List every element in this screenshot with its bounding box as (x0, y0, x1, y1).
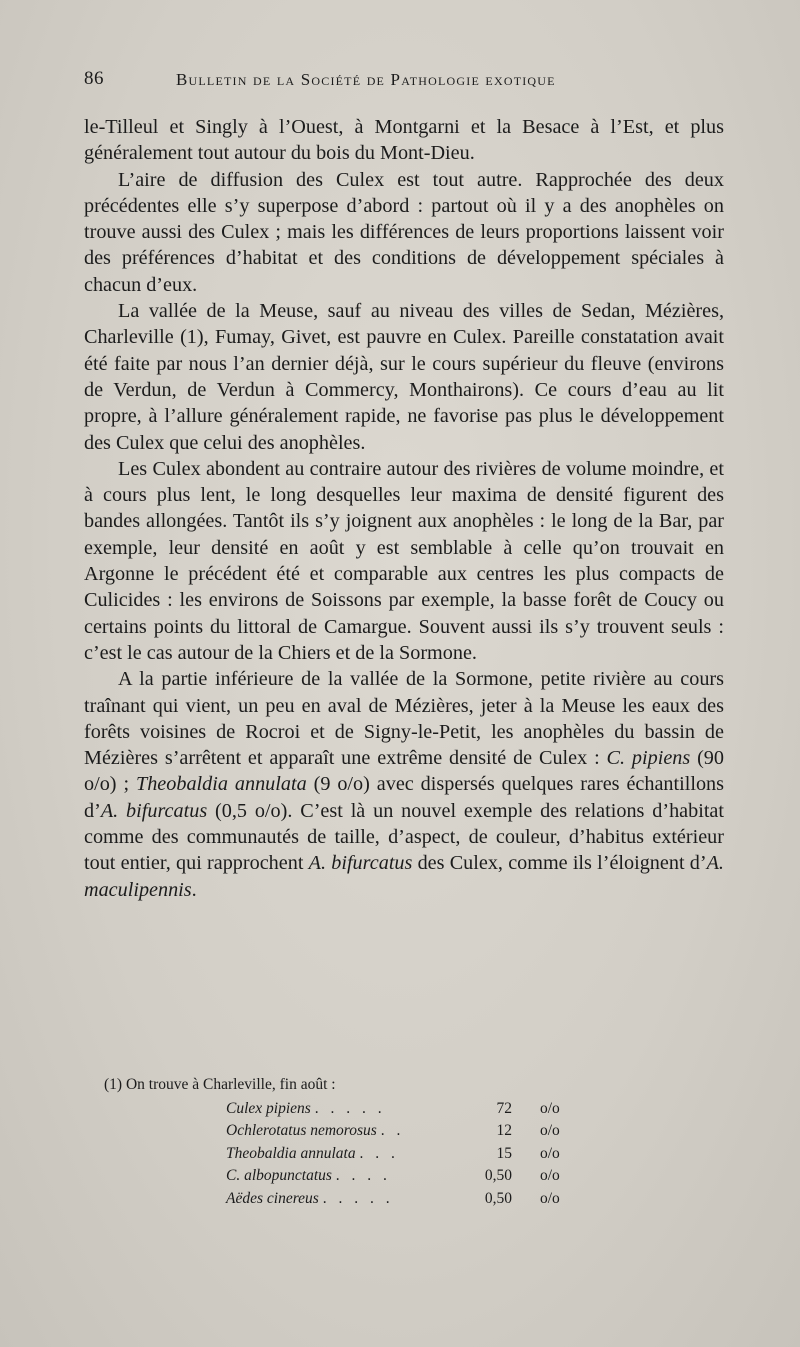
unit-cell: o/o (540, 1189, 560, 1207)
species-cell (104, 1188, 466, 1211)
page-number: 86 (84, 68, 104, 89)
table-row (104, 1188, 580, 1211)
value-cell: 72 (496, 1099, 512, 1117)
table-row (104, 1143, 580, 1166)
running-title: Bulletin de la Société de Pathologie exotique (176, 70, 556, 89)
leader-dots: . . . . . (322, 1189, 394, 1207)
paragraph-2: L’aire de diffusion des Culex est tout autre. Rapprochée des deux précédentes elle s’y superpose d’abord : partout où il y a des anophèles on trouve aussi des Culex ; mais les différences de leurs proportions laissent voir des préférences d’habitat et des conditions de développement spéciales à chacun d’eux. (84, 168, 724, 296)
species-label: Ochlerotatus nemorosus (226, 1122, 377, 1139)
species-name: Theobaldia annulata (135, 773, 307, 796)
paragraph-5-text: . (191, 878, 197, 901)
species-cell (104, 1143, 466, 1166)
paragraph-5-text: (90 o/o) ; (84, 747, 724, 796)
unit-cell: o/o (540, 1167, 560, 1184)
footnote-intro: (1) On trouve à Charleville, fin août : (104, 1076, 336, 1093)
species-cell (104, 1165, 466, 1188)
species-name: A. bifurcatus (308, 852, 413, 875)
value-cell: 12 (496, 1122, 512, 1139)
value-cell: 0,50 (484, 1167, 512, 1184)
paragraph-4: Les Culex abondent au contraire autour des rivières de volume moindre, et à cours plus lent, le long desquelles leur maxima de densité figurent des bandes allongées. Tantôt ils s’y joignent aux anophèles : le long de la Bar, par exemple, leur densité en août y est semblable à celle qu’on trouvait en Argonne le précédent été et comparable aux centres les plus compacts de Culicides : les environs de Soissons par exemple, la basse forêt de Coucy ou certains points du littoral de Camargue. Souvent aussi ils s’y trouvent seuls : c’est le cas autour de la Chiers et de la Sormone. (84, 457, 724, 664)
table-row (104, 1098, 580, 1121)
species-name: A. maculipennis (84, 852, 724, 901)
species-label: Aëdes cinereus (226, 1189, 319, 1207)
species-cell (104, 1098, 466, 1121)
species-label: Theobaldia annulata (226, 1144, 356, 1162)
unit-cell: o/o (540, 1122, 560, 1139)
species-name: C. pipiens (606, 747, 691, 770)
leader-dots: . . . . (335, 1167, 391, 1184)
species-label: C. albopunctatus (226, 1167, 332, 1184)
leader-dots: . . . (359, 1144, 399, 1162)
table-row (104, 1120, 580, 1143)
value-cell: 15 (496, 1144, 512, 1162)
paragraph-5-text: A la partie inférieure de la vallée de la Sormone, petite rivière au cours traînant qui vient, un peu en aval de Mézières, jeter à la Meuse les eaux des forêts voisines de Rocroi et de Signy-le-Petit, les anophèles du bassin de Mézières s’arrêtent et apparaît une extrême densité de Culex : (84, 668, 724, 770)
unit-cell: o/o (540, 1144, 560, 1162)
unit-cell: o/o (540, 1099, 560, 1117)
footnote (104, 1074, 724, 1210)
species-cell (104, 1120, 466, 1143)
species-label: Culex pipiens (226, 1099, 311, 1117)
leader-dots: . . . . . (314, 1099, 386, 1117)
paragraph-5 (84, 666, 724, 903)
species-table (104, 1098, 580, 1211)
paragraph-1: le-Tilleul et Singly à l’Ouest, à Montgarni et la Besace à l’Est, et plus généralement tout autour du bois du Mont-Dieu. (84, 116, 724, 165)
leader-dots: . . (380, 1122, 405, 1139)
paragraph-5-text: des Culex, comme ils l’éloignent d’ (412, 852, 707, 875)
table-row (104, 1165, 580, 1188)
paragraph-5-text: (9 o/o) avec dispersés quelques rares échantillons d’ (84, 773, 724, 822)
value-cell: 0,50 (484, 1189, 512, 1207)
paragraph-3: La vallée de la Meuse, sauf au niveau des villes de Sedan, Mézières, Charleville (1), Fumay, Givet, est pauvre en Culex. Pareille constatation avait été faite par nous l’an dernier déjà, sur le cours supérieur du fleuve (environs de Verdun, de Verdun à Commercy, Monthairons). Ce cours d’eau au lit propre, à l’allure généralement rapide, ne favorise pas plus le développement des Culex que celui des anophèles. (84, 300, 724, 454)
paragraph-5-text: (0,5 o/o). C’est là un nouvel exemple des relations d’habitat comme des communautés de taille, d’aspect, de couleur, d’habitus extérieur tout entier, qui rapprochent (84, 799, 724, 875)
page-header (84, 68, 724, 96)
species-name: A. bifurcatus (100, 799, 208, 822)
body-text (84, 114, 724, 903)
